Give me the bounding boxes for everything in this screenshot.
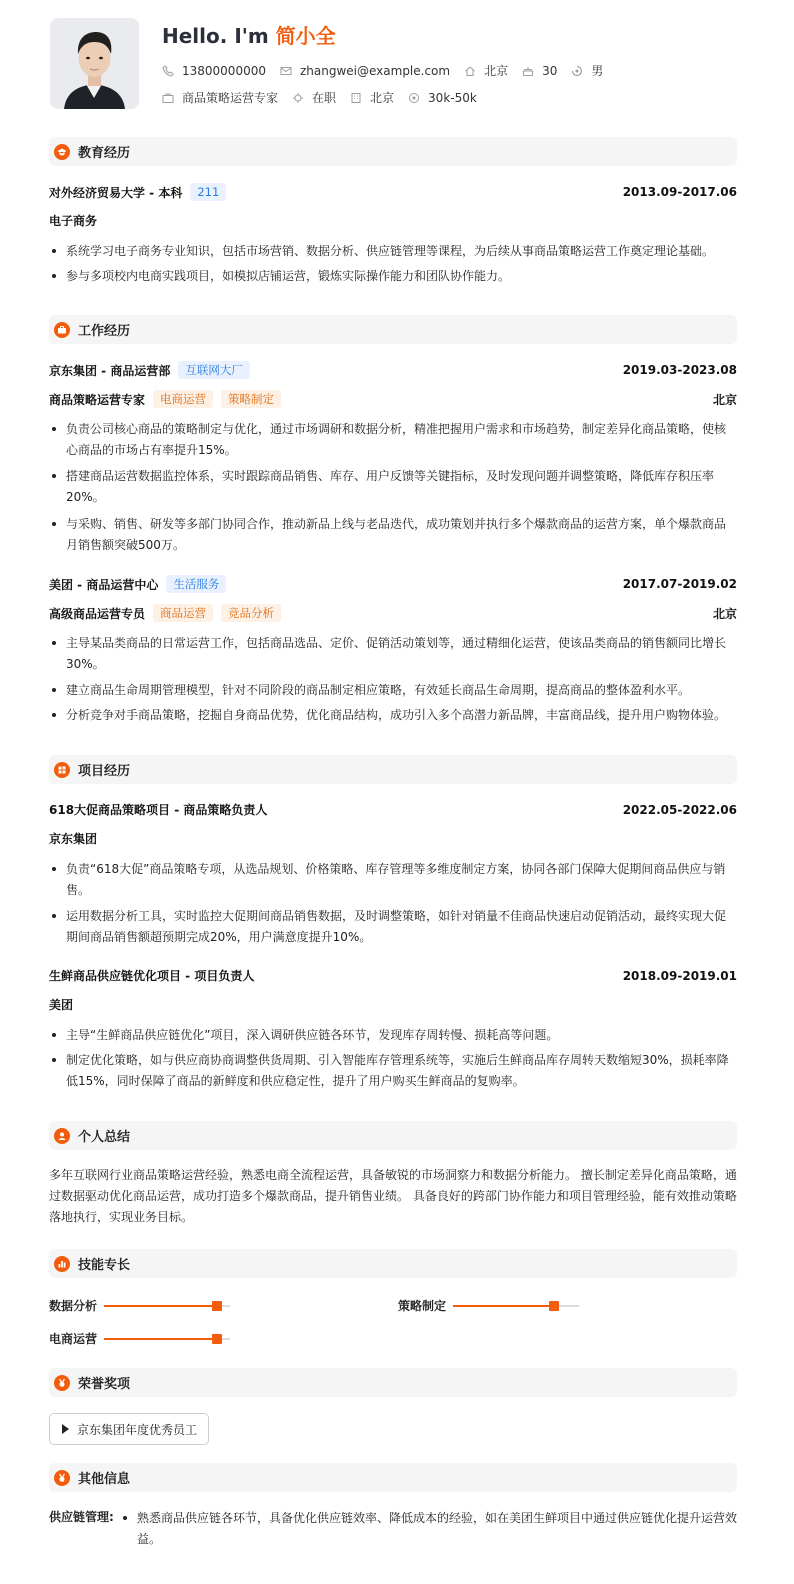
work-header — [49, 361, 737, 379]
status-icon — [292, 92, 304, 104]
list-item: 制定优化策略，如与供应商协商调整供货周期、引入智能库存管理系统等，实施后生鲜商品库存周转天数缩短30%，损耗率降低15%，同时保障了商品的新鲜度和供应稳定性，提升了用户购买生鲜商品的复购率。 — [49, 1050, 737, 1092]
list-item: 搭建商品运营数据监控体系，实时跟踪商品销售、库存、用户反馈等关键指标，及时发现问题并调整策略，降低库存积压率20%。 — [49, 466, 737, 508]
project-date: 2022.05-2022.06 — [622, 802, 737, 817]
skill-bar-knob — [212, 1334, 222, 1344]
avatar — [50, 18, 139, 109]
major-name: 电子商务 — [49, 214, 98, 228]
job-intent-row — [162, 89, 491, 106]
work-role — [49, 390, 737, 408]
graduation-cap-icon — [54, 144, 70, 160]
section-title: 教育经历 — [78, 146, 131, 161]
gender-text: 男 — [591, 64, 604, 78]
section-title: 个人总结 — [78, 1130, 131, 1145]
position-text: 商品策略运营专家 — [182, 91, 279, 105]
project-name: 618大促商品策略项目 - 商品策略负责人 — [49, 803, 268, 817]
play-icon — [62, 1424, 69, 1434]
role-tag: 电商运营 — [153, 390, 213, 408]
list-item: 系统学习电子商务专业知识，包括市场营销、数据分析、供应链管理等课程，为后续从事商品策略运营工作奠定理论基础。 — [49, 241, 737, 262]
list-item: 熟悉商品供应链各环节，具备优化供应链效率、降低成本的经验，如在美团生鲜项目中通过供应链优化提升运营效益。 — [120, 1508, 740, 1550]
skill-bar — [453, 1305, 579, 1307]
summary-text: 多年互联网行业商品策略运营经验，熟悉电商全流程运营，具备敏锐的市场洞察力和数据分析能力。 擅长制定差异化商品策略，通过数据驱动优化商品运营，成功打造多个爆款商品，提升销售业绩。 具备良好的跨部门协作能力和项目管理经验，能有效推动策略落地执行，实现业务目标。 — [49, 1168, 737, 1224]
list-item: 负责“618大促”商品策略专项，从选品规划、价格策略、库存管理等多维度制定方案，协同各部门保障大促期间商品供应与销售。 — [49, 859, 737, 901]
work-role — [49, 604, 737, 622]
grid-icon — [54, 762, 70, 778]
project-org — [49, 996, 737, 1013]
skill-item — [49, 1330, 230, 1347]
status-text: 在职 — [312, 91, 337, 105]
skill-name: 电商运营 — [49, 1332, 98, 1346]
phone-icon — [162, 65, 174, 77]
role-tag: 策略制定 — [221, 390, 281, 408]
project-date: 2018.09-2019.01 — [622, 968, 737, 983]
home-icon — [464, 65, 476, 77]
project-org-name: 京东集团 — [49, 832, 98, 846]
section-projects — [49, 755, 737, 784]
company-tag: 生活服务 — [166, 575, 226, 593]
cake-icon — [522, 65, 534, 77]
list-item: 建立商品生命周期管理模型，针对不同阶段的商品制定相应策略，有效延长商品生命周期，提高商品的整体盈利水平。 — [49, 680, 737, 701]
list-item: 主导“生鲜商品供应链优化”项目，深入调研供应链各环节，发现库存周转慢、损耗高等问题。 — [49, 1025, 737, 1046]
work-location: 北京 — [712, 392, 737, 407]
list-item: 参与多项校内电商实践项目，如模拟店铺运营，锻炼实际操作能力和团队协作能力。 — [49, 266, 737, 287]
company-tag: 互联网大厂 — [178, 361, 250, 379]
other-label: 供应链管理: — [49, 1510, 114, 1524]
list-item: 主导某品类商品的日常运营工作，包括商品选品、定价、促销活动策划等，通过精细化运营，使该品类商品的销售额同比增长30%。 — [49, 633, 737, 675]
email-text: zhangwei@example.com — [299, 63, 451, 78]
briefcase-icon — [162, 92, 174, 104]
city-text: 北京 — [484, 64, 509, 78]
role-name: 高级商品运营专员 — [49, 606, 146, 621]
skill-item — [398, 1297, 579, 1314]
list-item: 运用数据分析工具，实时监控大促期间商品销售数据，及时调整策略，如针对销量不佳商品快速启动促销活动，最终实现大促期间商品销售额超预期完成20%，用户满意度提升10%。 — [49, 906, 737, 948]
medal-icon — [54, 1375, 70, 1391]
greeting-text: Hello. I'm — [162, 24, 276, 48]
skill-name: 数据分析 — [49, 1299, 98, 1313]
age-text: 30 — [542, 63, 558, 78]
gender-icon — [571, 65, 583, 77]
briefcase-icon — [54, 322, 70, 338]
company-name: 美团 - 商品运营中心 — [49, 577, 159, 592]
project-header — [49, 801, 737, 818]
role-tag: 商品运营 — [153, 604, 213, 622]
skill-bar-knob — [549, 1301, 559, 1311]
section-summary — [49, 1121, 737, 1150]
section-title: 技能专长 — [78, 1258, 131, 1273]
phone-text: 13800000000 — [182, 63, 266, 78]
contact-row — [162, 62, 617, 79]
skill-bar — [104, 1305, 230, 1307]
user-icon — [54, 1128, 70, 1144]
project-header — [49, 967, 737, 984]
greeting-title — [162, 20, 336, 49]
project-name: 生鲜商品供应链优化项目 - 项目负责人 — [49, 969, 255, 983]
skill-name: 策略制定 — [398, 1299, 447, 1313]
project-org — [49, 830, 737, 847]
section-work — [49, 315, 737, 344]
school-tag: 211 — [190, 183, 226, 201]
honor-item — [49, 1413, 209, 1445]
list-item: 负责公司核心商品的策略制定与优化，通过市场调研和数据分析，精准把握用户需求和市场趋势，制定差异化商品策略，使核心商品的市场占有率提升15%。 — [49, 419, 737, 461]
work-date: 2017.07-2019.02 — [622, 577, 737, 591]
list-item: 与采购、销售、研发等多部门协同合作，推动新品上线与老品迭代，成功策划并执行多个爆款商品的运营方案，单个爆款商品月销售额突破500万。 — [49, 514, 737, 556]
company-name: 京东集团 - 商品运营部 — [49, 363, 171, 378]
section-education — [49, 137, 737, 166]
skill-bar-knob — [212, 1301, 222, 1311]
section-title: 荣誉奖项 — [78, 1377, 131, 1392]
section-title: 工作经历 — [78, 324, 131, 339]
salary-icon — [408, 92, 420, 104]
medal-icon — [54, 1470, 70, 1486]
work-header — [49, 575, 737, 593]
school-name: 对外经济贸易大学 - 本科 — [49, 185, 183, 200]
project-org-name: 美团 — [49, 998, 74, 1012]
mail-icon — [280, 65, 292, 77]
section-other — [49, 1463, 737, 1492]
target-city-text: 北京 — [370, 91, 395, 105]
skill-item — [49, 1297, 230, 1314]
skill-bar — [104, 1338, 230, 1340]
role-tag: 竞品分析 — [221, 604, 281, 622]
education-header — [49, 183, 737, 201]
section-title: 项目经历 — [78, 764, 131, 779]
skill-bar-fill — [104, 1305, 217, 1307]
honor-text: 京东集团年度优秀员工 — [77, 1422, 198, 1437]
salary-text: 30k-50k — [428, 90, 477, 105]
candidate-name: 简小全 — [275, 24, 336, 48]
education-major — [49, 212, 737, 229]
skill-bar-fill — [104, 1338, 217, 1340]
work-location: 北京 — [712, 606, 737, 621]
building-icon — [350, 92, 362, 104]
section-honors — [49, 1368, 737, 1397]
skill-bar-fill — [453, 1305, 554, 1307]
section-skills — [49, 1249, 737, 1278]
section-title: 其他信息 — [78, 1472, 131, 1487]
education-date: 2013.09-2017.06 — [622, 185, 737, 199]
work-date: 2019.03-2023.08 — [622, 363, 737, 377]
list-item: 分析竞争对手商品策略，挖掘自身商品优势，优化商品结构，成功引入多个高潜力新品牌，丰富商品线，提升用户购物体验。 — [49, 705, 737, 726]
bar-chart-icon — [54, 1256, 70, 1272]
role-name: 商品策略运营专家 — [49, 392, 146, 407]
